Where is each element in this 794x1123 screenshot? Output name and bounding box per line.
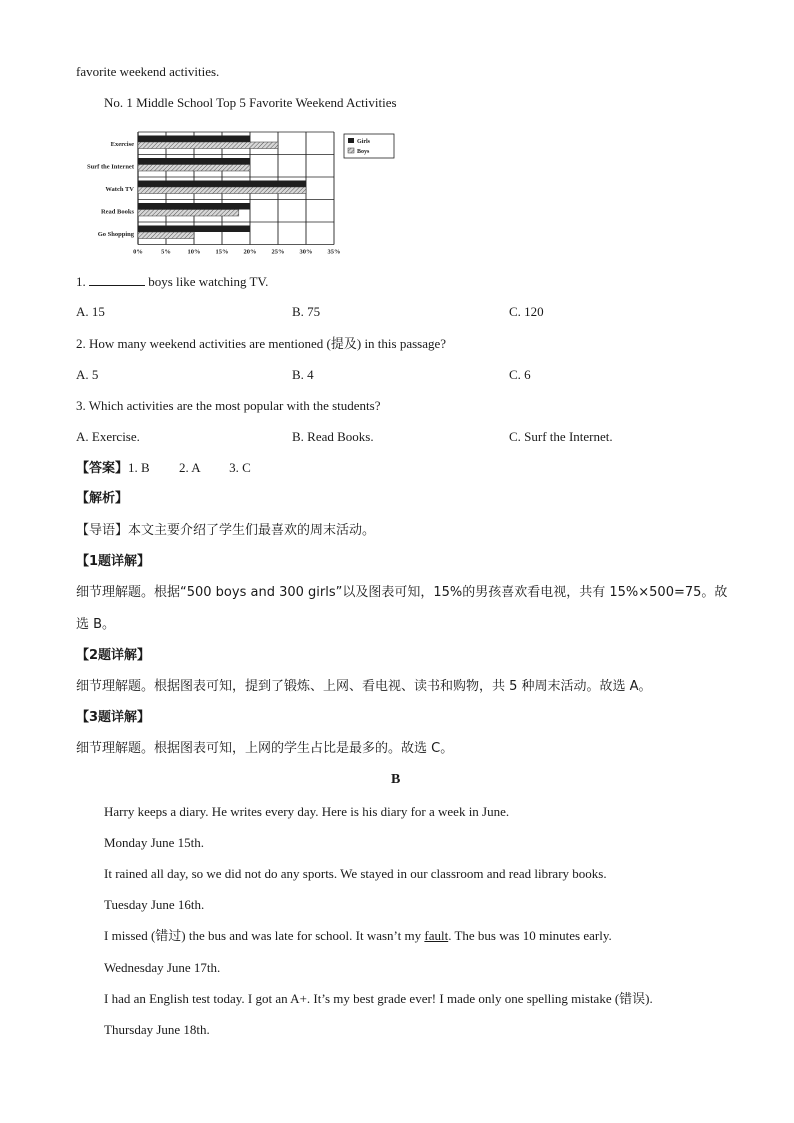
diary-monday-text: It rained all day, so we did not do any sports. We stayed in our classroom and read library books. [104, 866, 607, 881]
q3-option-c: C. Surf the Internet. [509, 429, 613, 444]
detail-1-line-2: 选 B。 [76, 617, 116, 632]
weekend-activities-chart [76, 126, 396, 258]
question-1 [76, 273, 268, 290]
x-tick-4: 20% [243, 248, 257, 256]
category-label-4: Go Shopping [97, 231, 134, 238]
legend-label-boys: Boys [357, 149, 370, 155]
x-tick-2: 10% [187, 248, 201, 256]
diary-thursday-date: Thursday June 18th. [104, 1022, 210, 1037]
diary-tuesday-text [104, 928, 612, 944]
passage-b-intro: Harry keeps a diary. He writes every day. Here is his diary for a week in June. [104, 804, 510, 819]
x-tick-6: 30% [299, 248, 313, 256]
q1-number: 1. [76, 274, 86, 289]
q1-option-c: C. 120 [509, 304, 544, 319]
analysis-label: 【解析】 [76, 491, 129, 506]
bar-boys-4 [138, 232, 194, 239]
detail-3-line-1: 细节理解题。根据图表可知，上网的学生占比是最多的。故选 C。 [76, 741, 454, 756]
category-label-2: Watch TV [105, 186, 134, 193]
answer-label: 【答案】 [76, 461, 129, 476]
intro-tail: favorite weekend activities. [76, 64, 220, 79]
diary-monday-date: Monday June 15th. [104, 835, 205, 850]
q1-stem: boys like watching TV. [148, 274, 269, 289]
category-label-3: Read Books [100, 208, 134, 216]
q1-option-a: A. 15 [76, 304, 105, 319]
chart-title: No. 1 Middle School Top 5 Favorite Weekend Activities [104, 95, 397, 110]
guide-text: 【导语】本文主要介绍了学生们最喜欢的周末活动。 [76, 523, 376, 538]
answer-3: 3. C [229, 460, 251, 475]
bar-girls-1 [138, 158, 250, 165]
q2-option-b: B. 4 [292, 367, 314, 382]
legend-swatch-girls [348, 138, 354, 143]
diary-wednesday-text: I had an English test today. I got an A+. It’s my best grade ever! I made only one spelling mistake (错误). [104, 991, 653, 1006]
bar-boys-2 [138, 187, 306, 194]
question-3: 3. Which activities are the most popular with the students? [76, 398, 381, 413]
tuesday-text-pre: I missed (错过) the bus and was late for school. It wasn’t my [104, 928, 425, 943]
bar-girls-2 [138, 181, 306, 188]
detail-1-line-1: 细节理解题。根据“500 boys and 300 girls”以及图表可知，15%的男孩喜欢看电视，共有 15%×500=75。故 [76, 585, 728, 600]
bar-girls-0 [138, 136, 250, 143]
q2-option-c: C. 6 [509, 367, 531, 382]
answer-line [76, 460, 251, 477]
section-b-heading: B [391, 772, 401, 787]
q1-blank [89, 273, 145, 286]
answer-2: 2. A [178, 460, 200, 475]
answer-1: 1. B [128, 460, 150, 475]
bar-boys-3 [138, 210, 239, 217]
tuesday-underlined-word: fault [424, 928, 449, 943]
bar-girls-4 [138, 226, 250, 233]
bar-boys-0 [138, 142, 278, 149]
question-2: 2. How many weekend activities are mentioned (提及) in this passage? [76, 336, 447, 351]
category-label-0: Exercise [110, 141, 134, 148]
diary-wednesday-date: Wednesday June 17th. [104, 960, 221, 975]
detail-2-line-1: 细节理解题。根据图表可知，提到了锻炼、上网、看电视、读书和购物，共 5 种周末活动。故选 A。 [76, 679, 652, 694]
q3-option-b: B. Read Books. [292, 429, 374, 444]
q3-option-a: A. Exercise. [76, 429, 140, 444]
bar-boys-1 [138, 165, 250, 172]
tuesday-text-post: . The bus was 10 minutes early. [448, 928, 612, 943]
detail-1-label: 【1题详解】 [76, 554, 151, 569]
diary-tuesday-date: Tuesday June 16th. [104, 897, 205, 912]
x-tick-5: 25% [271, 248, 285, 256]
x-tick-7: 35% [327, 248, 341, 256]
x-tick-3: 15% [215, 248, 229, 256]
q2-option-a: A. 5 [76, 367, 99, 382]
detail-3-label: 【3题详解】 [76, 710, 151, 725]
x-tick-0: 0% [133, 248, 143, 256]
detail-2-label: 【2题详解】 [76, 648, 151, 663]
x-tick-1: 5% [161, 248, 171, 256]
q1-option-b: B. 75 [292, 304, 321, 319]
category-label-1: Surf the Internet [87, 163, 134, 171]
legend-label-girls: Girls [357, 139, 370, 145]
legend-swatch-boys [348, 148, 354, 153]
bar-girls-3 [138, 203, 250, 210]
